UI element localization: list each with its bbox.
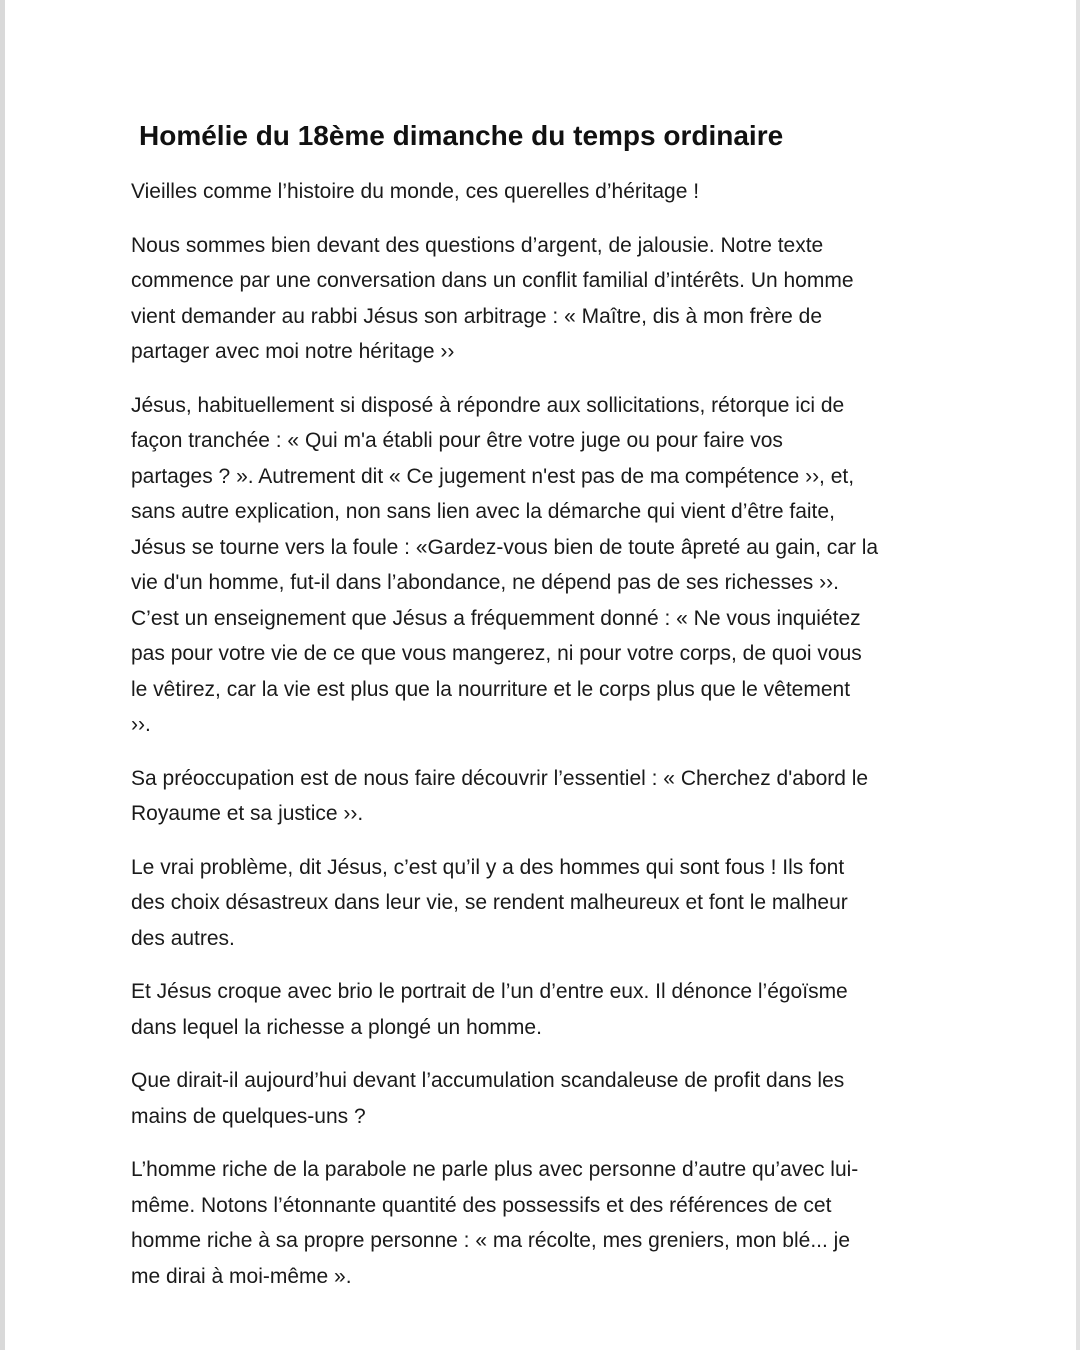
page-right-edge [1076,0,1080,1350]
paragraph-today: Que dirait-il aujourd’hui devant l’accumulation scandaleuse de profit dans les mains de quelques-uns ? [131,1069,845,1128]
paragraph-jesus-reply: Jésus, habituellement si disposé à répondre aux sollicitations, rétorque ici de façon tranchée : « Qui m'a établi pour être votre juge ou pour faire vos partages ? ». Autrement dit « Ce jugement n'est pas de ma compétence ››, et, sans autre explication, non sans lien avec la démarche qui vient d’être faite, Jésus se tourne vers la foule : «Gardez-vous bien de toute âpreté au gain, car la vie d'un homme, fut-il dans l’abondance, ne dépend pas de ses richesses ››. C’est un enseignement que Jésus a fréquemment donné : « Ne vous inquiétez pas pour votre vie de ce que vous mangerez, ni pour votre corps, de quoi vous le vêtirez, car la vie est plus que la nourriture et le corps plus que le vêtement ››. [131,393,879,736]
paragraph-inheritance-request: Nous sommes bien devant des questions d’argent, de jalousie. Notre texte commence par une conversation dans un conflit familial d’intérêts. Un homme vient demander au rabbi Jésus son arbitrage : « Maître, dis à mon frère de partager avec moi notre héritage ›› [131,233,854,363]
page-left-edge [0,0,5,1350]
paragraph-rich-man: L’homme riche de la parabole ne parle plus avec personne d’autre qu’avec lui- même. Notons l’étonnante quantité des possessifs et des références de cet homme riche à sa propre personne : « ma récolte, mes greniers, mon blé... je me dirai à moi-même ». [131,1158,859,1288]
paragraph-real-problem: Le vrai problème, dit Jésus, c’est qu’il y a des hommes qui sont fous ! Ils font des choix désastreux dans leur vie, se rendent malheureux et font le malheur des autres. [131,855,848,950]
document-title: Homélie du 18ème dimanche du temps ordinaire [139,120,784,151]
document-page [131,116,951,1312]
paragraph-portrait: Et Jésus croque avec brio le portrait de l’un d’entre eux. Il dénonce l’égoïsme dans lequel la richesse a plongé un homme. [131,980,848,1039]
paragraph-intro: Vieilles comme l’histoire du monde, ces querelles d’héritage ! [131,180,700,203]
paragraph-essential: Sa préoccupation est de nous faire découvrir l’essentiel : « Cherchez d'abord le Royaume et sa justice ››. [131,766,869,825]
